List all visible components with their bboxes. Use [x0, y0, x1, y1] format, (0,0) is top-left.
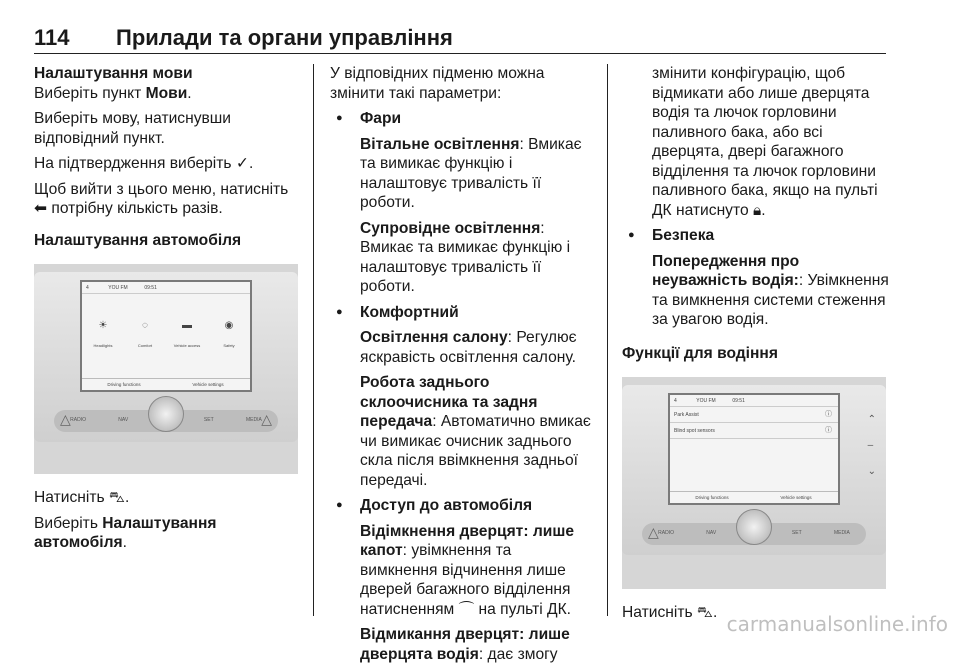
- tab-driving-functions[interactable]: Driving functions: [107, 382, 141, 387]
- vehicle-icon: ⛍: [696, 603, 713, 621]
- list-item: ● Доступ до автомобіля: [330, 496, 592, 516]
- heading-language: Налаштування мови: [34, 65, 193, 82]
- headlight-icon: ☀: [98, 320, 108, 331]
- set-button[interactable]: SET: [791, 530, 802, 537]
- hazard-icon: △: [261, 411, 272, 427]
- set-button[interactable]: SET: [203, 417, 214, 424]
- list-item[interactable]: Park Assist ⓘ: [670, 407, 838, 423]
- column-2: [330, 64, 592, 670]
- list-item: Відімкнення дверцят: лише капот: увімкнення та вимкнення відчинення лише дверей багажного відділення натисненням ⌒ на пульті ДК.: [360, 522, 575, 618]
- info-icon: ⓘ: [825, 427, 832, 434]
- choose-language-text: Виберіть мову, натиснувши відповідний пункт.: [34, 110, 232, 147]
- volume-knob[interactable]: [148, 396, 184, 432]
- info-icon: ⓘ: [825, 411, 832, 418]
- nav-button[interactable]: NAV: [706, 530, 717, 537]
- media-button[interactable]: MEDIA: [833, 530, 850, 537]
- continued-text: змінити конфігурацію, щоб відмикати або лише дверцята водія та лючок горловини паливного бака, або всі дверцята, двері багажного відділення та лючок горловини паливного бака, якщо на пульті ДК натиснуто 🔒︎.: [652, 65, 878, 219]
- volume-knob[interactable]: [736, 509, 772, 545]
- hazard-icon: △: [648, 524, 659, 540]
- list-item: Робота заднього склоочисника та задня передача: Автоматично вмикає чи вимикає очисник заднього скла після ввімкнення задньої передачі.: [360, 374, 591, 489]
- column-divider: [607, 64, 608, 616]
- watermark: carmanualsonline.info: [726, 612, 948, 636]
- tile-safety[interactable]: ◉ Safety: [214, 316, 244, 355]
- steering-icon: ◉: [224, 320, 234, 331]
- page-title: Прилади та органи управління: [116, 25, 453, 50]
- list-item: ● Комфортний: [330, 303, 592, 323]
- list-item[interactable]: Blind spot sensors ⓘ: [670, 423, 838, 439]
- tile-vehicle-access[interactable]: ▬ Vehicle access: [172, 316, 202, 355]
- radio-button[interactable]: RADIO: [70, 417, 86, 424]
- list-item: ● Фари: [330, 109, 592, 129]
- page-header: [34, 22, 886, 54]
- list-item: Супровідне освітлення: Вмикає та вимикає функцію і налаштовує тривалість її роботи.: [360, 219, 571, 295]
- heading-vehicle-settings: Налаштування автомобіля: [34, 231, 242, 249]
- back-arrow-icon: ⬅: [34, 199, 48, 217]
- tile-comfort[interactable]: ◌ Comfort: [130, 316, 160, 355]
- lock-icon: 🔒︎: [752, 200, 762, 219]
- column-1: [34, 64, 298, 559]
- list-item: Відмикання дверцят: лише дверцята водія: дає змогу: [360, 626, 570, 663]
- nav-button[interactable]: NAV: [118, 417, 129, 424]
- media-button[interactable]: MEDIA: [245, 417, 262, 424]
- press-text: Натисніть ⛍.: [622, 603, 718, 621]
- tab-vehicle-settings[interactable]: Vehicle settings: [780, 495, 812, 500]
- press-text: Натисніть ⛍.: [34, 488, 130, 506]
- scroll-arrows[interactable]: ⌃ – ⌄: [867, 414, 876, 477]
- column-3: [622, 64, 890, 629]
- list-item: ● Безпека: [622, 226, 890, 246]
- remote-key-icon: ⌒: [458, 599, 475, 618]
- vehicle-icon: ⛍: [108, 488, 125, 506]
- tab-vehicle-settings[interactable]: Vehicle settings: [192, 382, 224, 387]
- tile-headlights[interactable]: ☀ Headlights: [88, 316, 118, 355]
- column-divider: [313, 64, 314, 616]
- list-item: Попередження про неуважність водія:: Увімкнення та вимкнення системи стеження за увагою водія.: [652, 252, 889, 328]
- bulb-icon: ◌: [142, 320, 148, 331]
- intro-text: У відповідних підменю можна змінити такі параметри:: [330, 65, 545, 102]
- tab-driving-functions[interactable]: Driving functions: [695, 495, 729, 500]
- select-language-text: Виберіть пункт Мови.: [34, 84, 192, 102]
- check-icon: ✓: [235, 154, 249, 172]
- radio-button[interactable]: RADIO: [658, 530, 674, 537]
- driving-functions-screen-image: [622, 377, 886, 589]
- infotainment-screen: 4 YOU FM 09:51 ☀ Headlights ◌ Comfort ▬ Vehicle access ◉ Safety Driving functions Vehicle settings: [80, 280, 252, 392]
- list-item: Освітлення салону: Регулює яскравість освітлення салону.: [360, 329, 577, 366]
- select-vehicle-settings-text: Виберіть Налаштування автомобіля.: [34, 514, 217, 551]
- page-number: 114: [34, 25, 70, 50]
- key-icon: ▬: [182, 320, 192, 331]
- list-item: Вітальне освітлення: Вмикає та вимикає функцію і налаштовує тривалість її роботи.: [360, 135, 582, 211]
- hazard-icon: △: [60, 411, 71, 427]
- exit-text: Щоб вийти з цього меню, натисніть ⬅ потрібну кількість разів.: [34, 180, 289, 217]
- vehicle-settings-screen-image: [34, 264, 298, 474]
- heading-driver-functions: Функції для водіння: [622, 344, 778, 362]
- confirm-text: На підтвердження виберіть ✓.: [34, 154, 254, 172]
- infotainment-screen: 4 YOU FM 09:51 Park Assist ⓘ Blind spot sensors ⓘ Driving functions Vehicle settings: [668, 393, 840, 505]
